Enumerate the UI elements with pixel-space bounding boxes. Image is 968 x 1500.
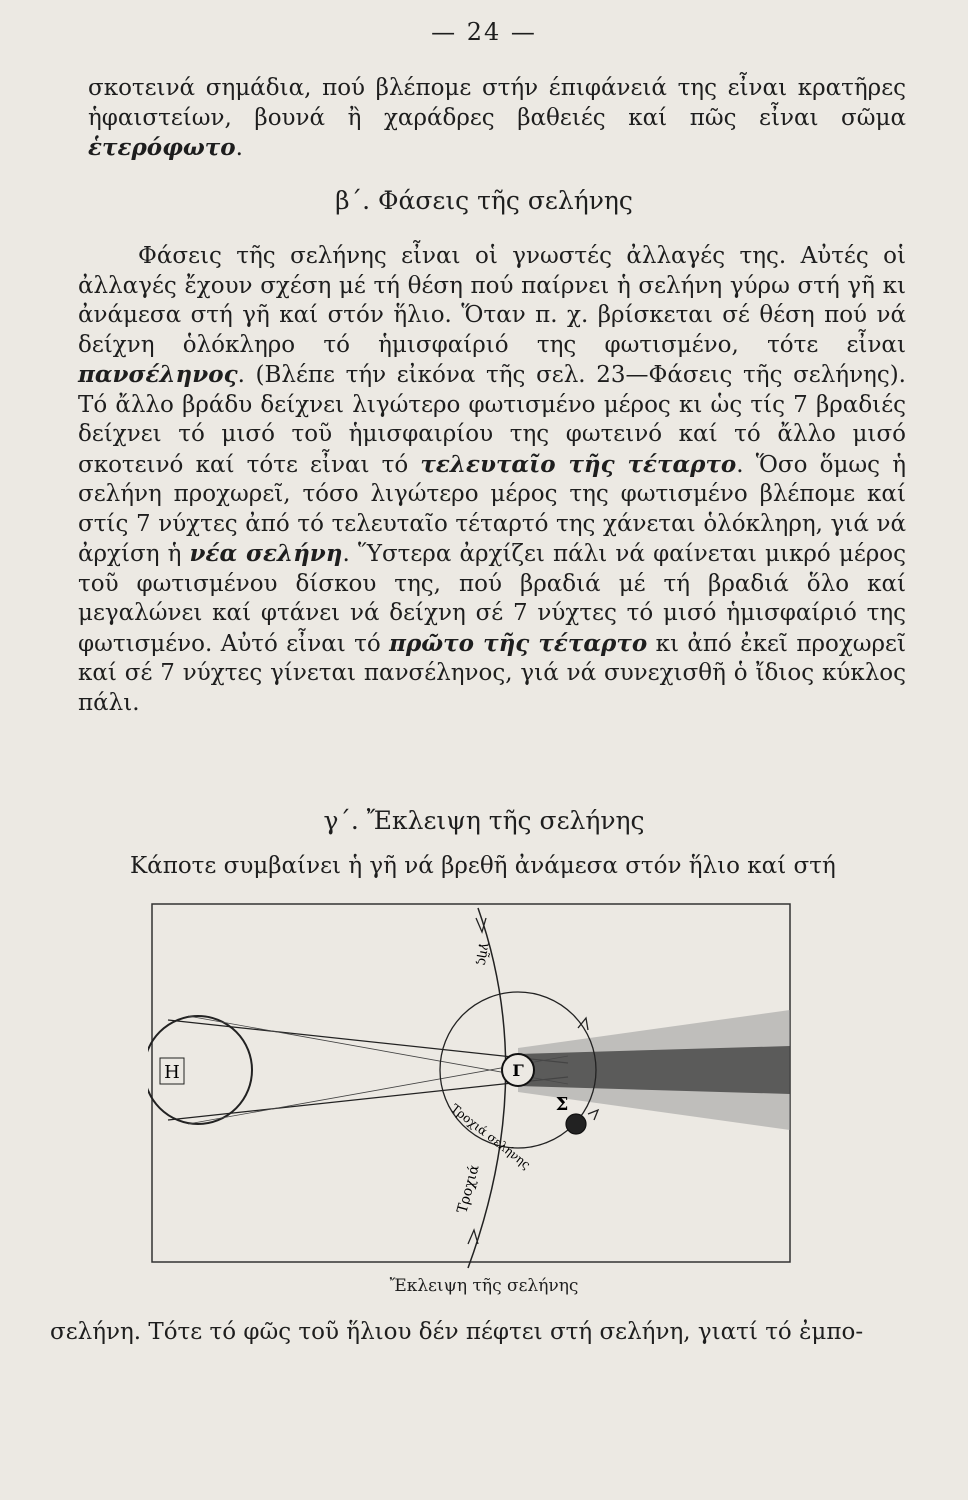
section-c-paragraph: Κάποτε συμβαίνει ἡ γῆ νά βρεθῆ ἀνάμεσα στόν ἥλιο καί στή [130,853,836,879]
sun-label: Η [164,1062,180,1083]
emphasis-new-moon: νέα σελήνη [189,540,343,567]
figure-caption: Ἔκλειψη τῆς σελήνης [389,1276,579,1296]
moon-orbit-label: Τροχιά σελήνης [448,1101,533,1172]
earth-orbit-label: Τροχιά [454,1163,483,1216]
umbra-cone [518,1046,790,1094]
section-b-text-5: κι ἀπό ἐκεῖ προχωρεῖ καί σέ 7 νύχτες γίνεται πανσέληνος, γιά νά συνεχισθῆ ὁ ἴδιος κύκλος πάλι. [78,630,906,716]
continuation-line: σελήνη. Τότε τό φῶς τοῦ ἥλιου δέν πέφτει στή σελήνη, γιατί τό ἐμπο- [50,1319,864,1345]
section-b-heading: β΄. Φάσεις τῆς σελήνης [335,186,633,215]
emphasis-last-quarter: τελευταῖο τῆς τέταρτο [420,450,737,478]
section-b-text-1: Φάσεις τῆς σελήνης εἶναι οἱ γνωστές ἀλλαγές της. Αὐτές οἱ ἀλλαγές ἔχουν σχέση μέ τή θέση πού παίρνει ἡ σελήνη γύρω στή γῆ κι ἀνάμεσα στή γῆ καί στόν ἥλιο. Ὅταν π. χ. βρίσκεται σέ θέση πού νά δείχνη ὁλόκληρο τό ἡμισφαίριό της φωτισμένο, τότε εἶναι [78,243,906,358]
section-c-heading: γ΄. Ἔκλειψη τῆς σελήνης [323,806,645,835]
page-number: — 24 — [431,18,537,46]
intro-paragraph [88,74,906,164]
moon-circle [566,1114,586,1134]
earth-orbit-label-2: γῆς [474,941,493,967]
earth-label: Γ [512,1061,524,1080]
orbit-arrow-lower [588,1110,598,1120]
section-b-paragraph [78,242,906,718]
emphasis-first-quarter: πρῶτο τῆς τέταρτο [389,629,648,657]
moon-label: Σ [555,1094,569,1115]
eclipse-diagram [148,898,798,1270]
section-b-text-3: . Ὅσο ὅμως ἡ σελήνη προχωρεῖ, τόσο λιγώτερο μέρος της φωτισμένο βλέπομε καί στίς 7 νύχτες ἀπό τό τελευταῖο τέταρτό της χάνεται ὁλόκληρη, γιά νά ἀρχίση ἡ [78,451,907,567]
intro-emphasis: ἑτερόφωτο [88,134,236,161]
intro-text: σκοτεινά σημάδια, πού βλέπομε στήν έπιφάνειά της εἶναι κρατῆρες ἡφαιστείων, βουνά ἢ χαράδρες βαθειές καί πῶς εἶναι σῶμα [88,75,906,131]
section-b-text-4: . Ὕστερα ἀρχίζει πάλι νά φαίνεται μικρό μέρος τοῦ φωτισμένου δίσκου της, πού βραδιά μέ τή βραδιά ὅλο καί μεγαλώνει καί φτάνει νά δείχνη σέ 7 νύχτες τό μισό ἡμισφαίριό της φωτισμένο. Αὐτό εἶναι τό [78,541,906,657]
orbit-arrow-upper [578,1018,588,1030]
emphasis-full-moon: πανσέληνος [78,361,238,388]
section-b-text-2: . (Βλέπε τήν εἰκόνα τῆς σελ. 23—Φάσεις τῆς σελήνης). Τό ἄλλο βράδυ δείχνει λιγώτερο φωτισμένο μέρος κι ὡς τίς 7 βραδιές δείχνει τό μισό τοῦ ἡμισφαιρίου της φωτεινό καί τό ἄλλο μισό σκοτεινό καί τότε εἶναι τό [78,362,906,478]
intro-text-end: . [235,135,243,161]
